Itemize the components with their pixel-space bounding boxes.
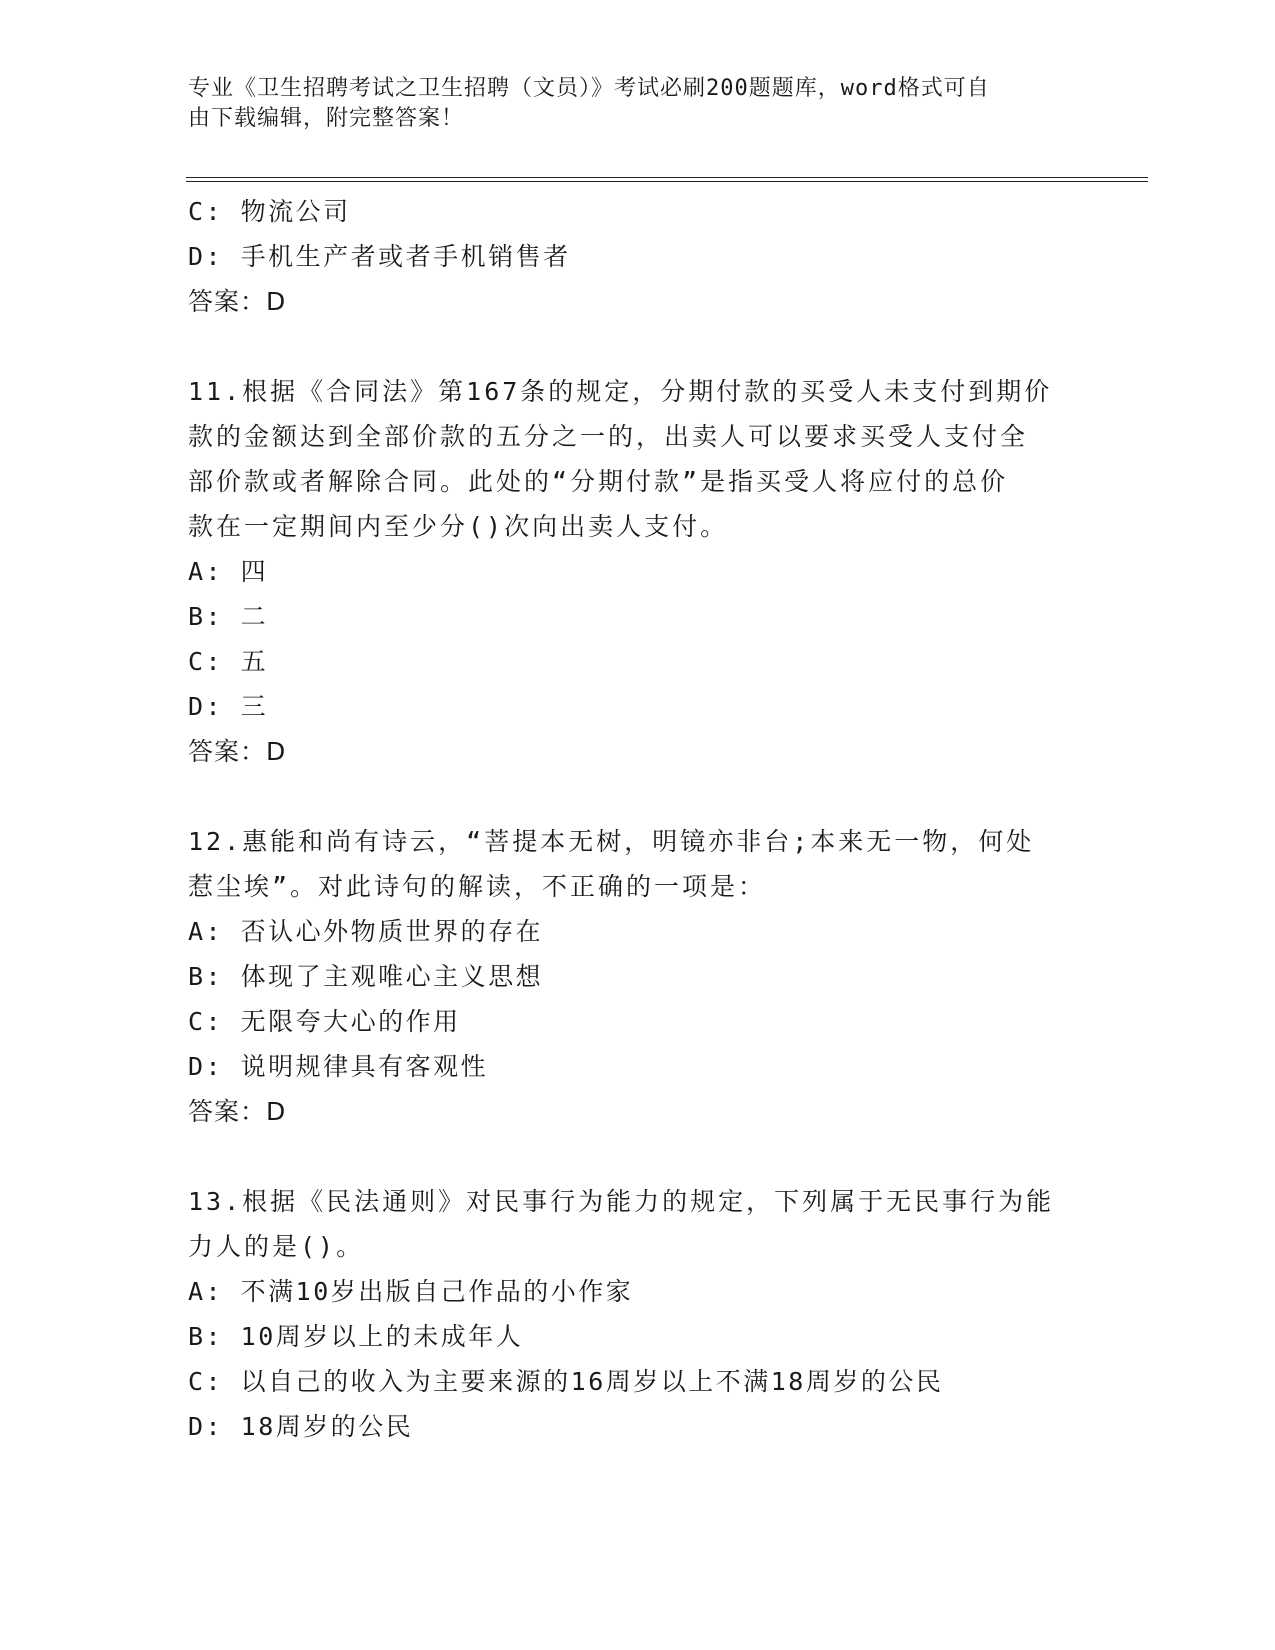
option-a: A: 否认心外物质世界的存在	[188, 917, 544, 946]
option-b: B: 体现了主观唯心主义思想	[188, 962, 544, 991]
answer-line: 答案：D	[188, 737, 287, 766]
question-13	[188, 1179, 1088, 1449]
question-stem-line: 款在一定期间内至少分()次向出卖人支付。	[188, 512, 729, 541]
prev-question	[188, 189, 1088, 324]
option-d: D: 三	[188, 692, 269, 721]
option-a: A: 四	[188, 557, 269, 586]
option-d: D: 18周岁的公民	[188, 1412, 414, 1441]
document-header	[188, 74, 1068, 134]
question-stem-line: 11.根据《合同法》第167条的规定，分期付款的买受人未支付到期价	[188, 377, 1053, 406]
option-a: A: 不满10岁出版自己作品的小作家	[188, 1277, 634, 1306]
option-b: B: 10周岁以上的未成年人	[188, 1322, 524, 1351]
question-list	[188, 189, 1088, 1449]
question-stem-line: 12.惠能和尚有诗云，“菩提本无树，明镜亦非台;本来无一物，何处	[188, 827, 1035, 856]
option-b: B: 二	[188, 602, 269, 631]
question-stem-line: 部价款或者解除合同。此处的“分期付款”是指买受人将应付的总价	[188, 467, 1009, 496]
spacer	[188, 1134, 1088, 1179]
option-c: C: 五	[188, 647, 269, 676]
header-divider-top	[186, 177, 1148, 178]
answer-line: 答案：D	[188, 1097, 287, 1126]
option-c: C: 无限夸大心的作用	[188, 1007, 461, 1036]
spacer	[188, 774, 1088, 819]
question-stem-line: 13.根据《民法通则》对民事行为能力的规定，下列属于无民事行为能	[188, 1187, 1055, 1216]
answer-line: 答案：D	[188, 287, 287, 316]
question-stem-line: 惹尘埃”。对此诗句的解读，不正确的一项是：	[188, 872, 767, 901]
question-stem-line: 款的金额达到全部价款的五分之一的，出卖人可以要求买受人支付全	[188, 422, 1029, 451]
option-c: C: 以自己的收入为主要来源的16周岁以上不满18周岁的公民	[188, 1367, 944, 1396]
option-c: C: 物流公司	[188, 197, 351, 226]
question-12	[188, 819, 1088, 1134]
header-line-2: 由下载编辑，附完整答案！	[188, 106, 465, 131]
question-stem-line: 力人的是()。	[188, 1232, 365, 1261]
option-d: D: 说明规律具有客观性	[188, 1052, 489, 1081]
question-11	[188, 369, 1088, 774]
header-divider-bottom	[186, 181, 1148, 182]
spacer	[188, 324, 1088, 369]
option-d: D: 手机生产者或者手机销售者	[188, 242, 571, 271]
header-line-1: 专业《卫生招聘考试之卫生招聘（文员）》考试必刷200题题库，word格式可自	[188, 76, 990, 101]
